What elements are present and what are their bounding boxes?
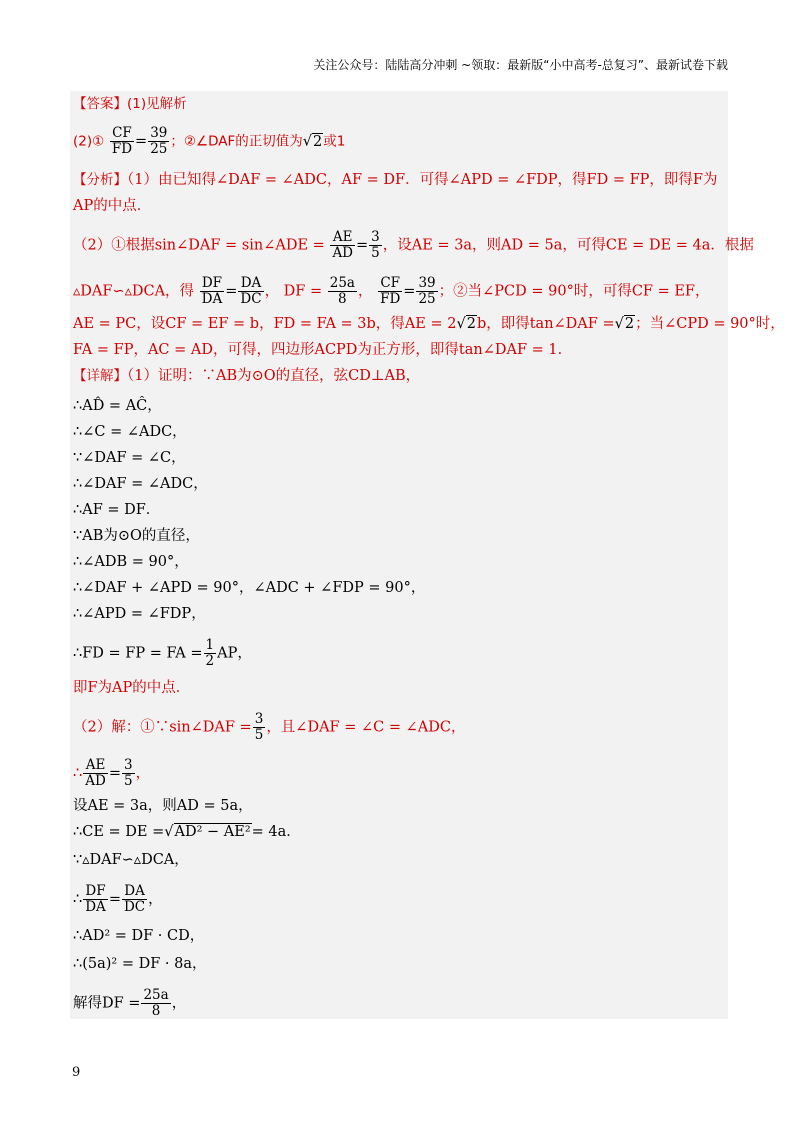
analysis-line-2: AP的中点．	[73, 198, 152, 214]
detail-line-11: ∴FD = FP = FA = $\frac{1}{2}$ AP，	[73, 637, 252, 669]
detail-line-7: ∵AB为⊙O的直径，	[73, 528, 200, 544]
detail-line-12: 即F为AP的中点．	[73, 680, 191, 696]
detail-line-21: 解得DF = $\frac{25a}{8}$ ，	[73, 987, 187, 1019]
answer-line-2: (2)① $\frac{CF}{FD}$ = $\frac{39}{25}$ ；②∠DAF的正切值为√2或1	[73, 125, 346, 157]
detail-line-1: 【详解】（1）证明：∵AB为⊙O的直径，弦CD⊥AB，	[73, 368, 421, 384]
detail-line-17: ∵▵DAF∽▵DCA，	[73, 852, 189, 868]
detail-line-6: ∴AF = DF．	[73, 502, 161, 518]
answer-label: 【答案】	[73, 96, 127, 112]
fraction: $\frac{39}{25}$	[150, 125, 168, 157]
detail-line-9: ∴∠DAF + ∠APD = 90°，∠ADC + ∠FDP = 90°，	[73, 580, 426, 596]
detail-line-18: ∴ $\frac{DF}{DA}$ = $\frac{DA}{DC}$ ，	[73, 883, 163, 915]
detail-line-4: ∵∠DAF = ∠C，	[73, 450, 186, 466]
detail-line-16: ∴CE = DE =√AD² − AE²= 4a．	[73, 824, 301, 840]
answer-part1: (1)见解析	[127, 96, 187, 112]
detail-line-3: ∴∠C = ∠ADC，	[73, 424, 187, 440]
analysis-line-5: AE = PC，设CF = EF = b，FD = FA = 3b，得AE = 2√2b，即得tan∠DAF =√2；当∠CPD = 90°时，	[73, 316, 785, 332]
detail-line-19: ∴AD² = DF · CD，	[73, 928, 205, 944]
detail-line-10: ∴∠APD = ∠FDP，	[73, 606, 206, 622]
sqrt-2: 2	[313, 133, 323, 150]
detail-line-20: ∴(5a)² = DF · 8a，	[73, 956, 207, 972]
answer-line-1	[73, 94, 187, 114]
fraction: $\frac{CF}{FD}$	[111, 125, 133, 157]
answer-part2-prefix: (2)①	[73, 133, 105, 150]
fraction: $\frac{25a}{8}$	[329, 275, 355, 307]
fraction: $\frac{DA}{DC}$	[240, 275, 262, 307]
analysis-label: 【分析】	[73, 172, 127, 188]
fraction: $\frac{DA}{DC}$	[123, 883, 146, 915]
answer-part2-mid: ；②∠DAF的正切值为	[170, 133, 303, 150]
detail-line-13: （2）解：①∵sin∠DAF = $\frac{3}{5}$ ，且∠DAF = ∠C = ∠ADC，	[73, 711, 466, 743]
analysis-line-1: 【分析】（1）由已知得∠DAF = ∠ADC，AF = DF．可得∠APD = ∠FDP，得FD = FP，即得F为	[73, 172, 718, 188]
fraction: $\frac{1}{2}$	[205, 637, 215, 669]
page-header: 关注公众号：陆陆高分冲刺 ~领取：最新版“小中高考-总复习”、最新试卷下载	[313, 58, 728, 72]
fraction: $\frac{AE}{AD}$	[332, 229, 354, 261]
fraction: $\frac{3}{5}$	[123, 757, 133, 789]
detail-label: 【详解】	[73, 368, 127, 384]
analysis-line-3: （2）①根据sin∠DAF = sin∠ADE = $\frac{AE}{AD}$ = $\frac{3}{5}$ ，设AE = 3a，则AD = 5a，可得CE = DE = 4a．根据	[73, 229, 754, 261]
answer-part2-end: 或1	[323, 133, 346, 150]
fraction: $\frac{25a}{8}$	[143, 987, 169, 1019]
detail-line-5: ∴∠DAF = ∠ADC，	[73, 476, 208, 492]
detail-line-2: ∴AD̂ = AĈ，	[73, 398, 162, 414]
analysis-line-6: FA = FP，AC = AD，可得，四边形ACPD为正方形，即得tan∠DAF = 1．	[73, 342, 573, 358]
fraction: $\frac{3}{5}$	[254, 711, 264, 743]
detail-line-14: ∴ $\frac{AE}{AD}$ = $\frac{3}{5}$ ，	[73, 757, 151, 789]
fraction: $\frac{AE}{AD}$	[85, 757, 106, 789]
page-number: 9	[72, 1065, 81, 1080]
analysis-line-4: ▵DAF∽▵DCA，得 $\frac{DF}{DA}$ = $\frac{DA}{DC}$ ， DF = $\frac{25a}{8}$ ， $\frac{CF}{FD}$ = $\frac{39}{25}$ ；②当∠PCD = 90°时，可得CF = EF，	[73, 275, 710, 307]
fraction: $\frac{3}{5}$	[371, 229, 380, 261]
fraction: $\frac{CF}{FD}$	[380, 275, 401, 307]
detail-line-8: ∴∠ADB = 90°，	[73, 554, 189, 570]
detail-line-15: 设AE = 3a，则AD = 5a，	[73, 798, 253, 814]
fraction: $\frac{39}{25}$	[418, 275, 436, 307]
fraction: $\frac{DF}{DA}$	[201, 275, 223, 307]
fraction: $\frac{DF}{DA}$	[85, 883, 106, 915]
